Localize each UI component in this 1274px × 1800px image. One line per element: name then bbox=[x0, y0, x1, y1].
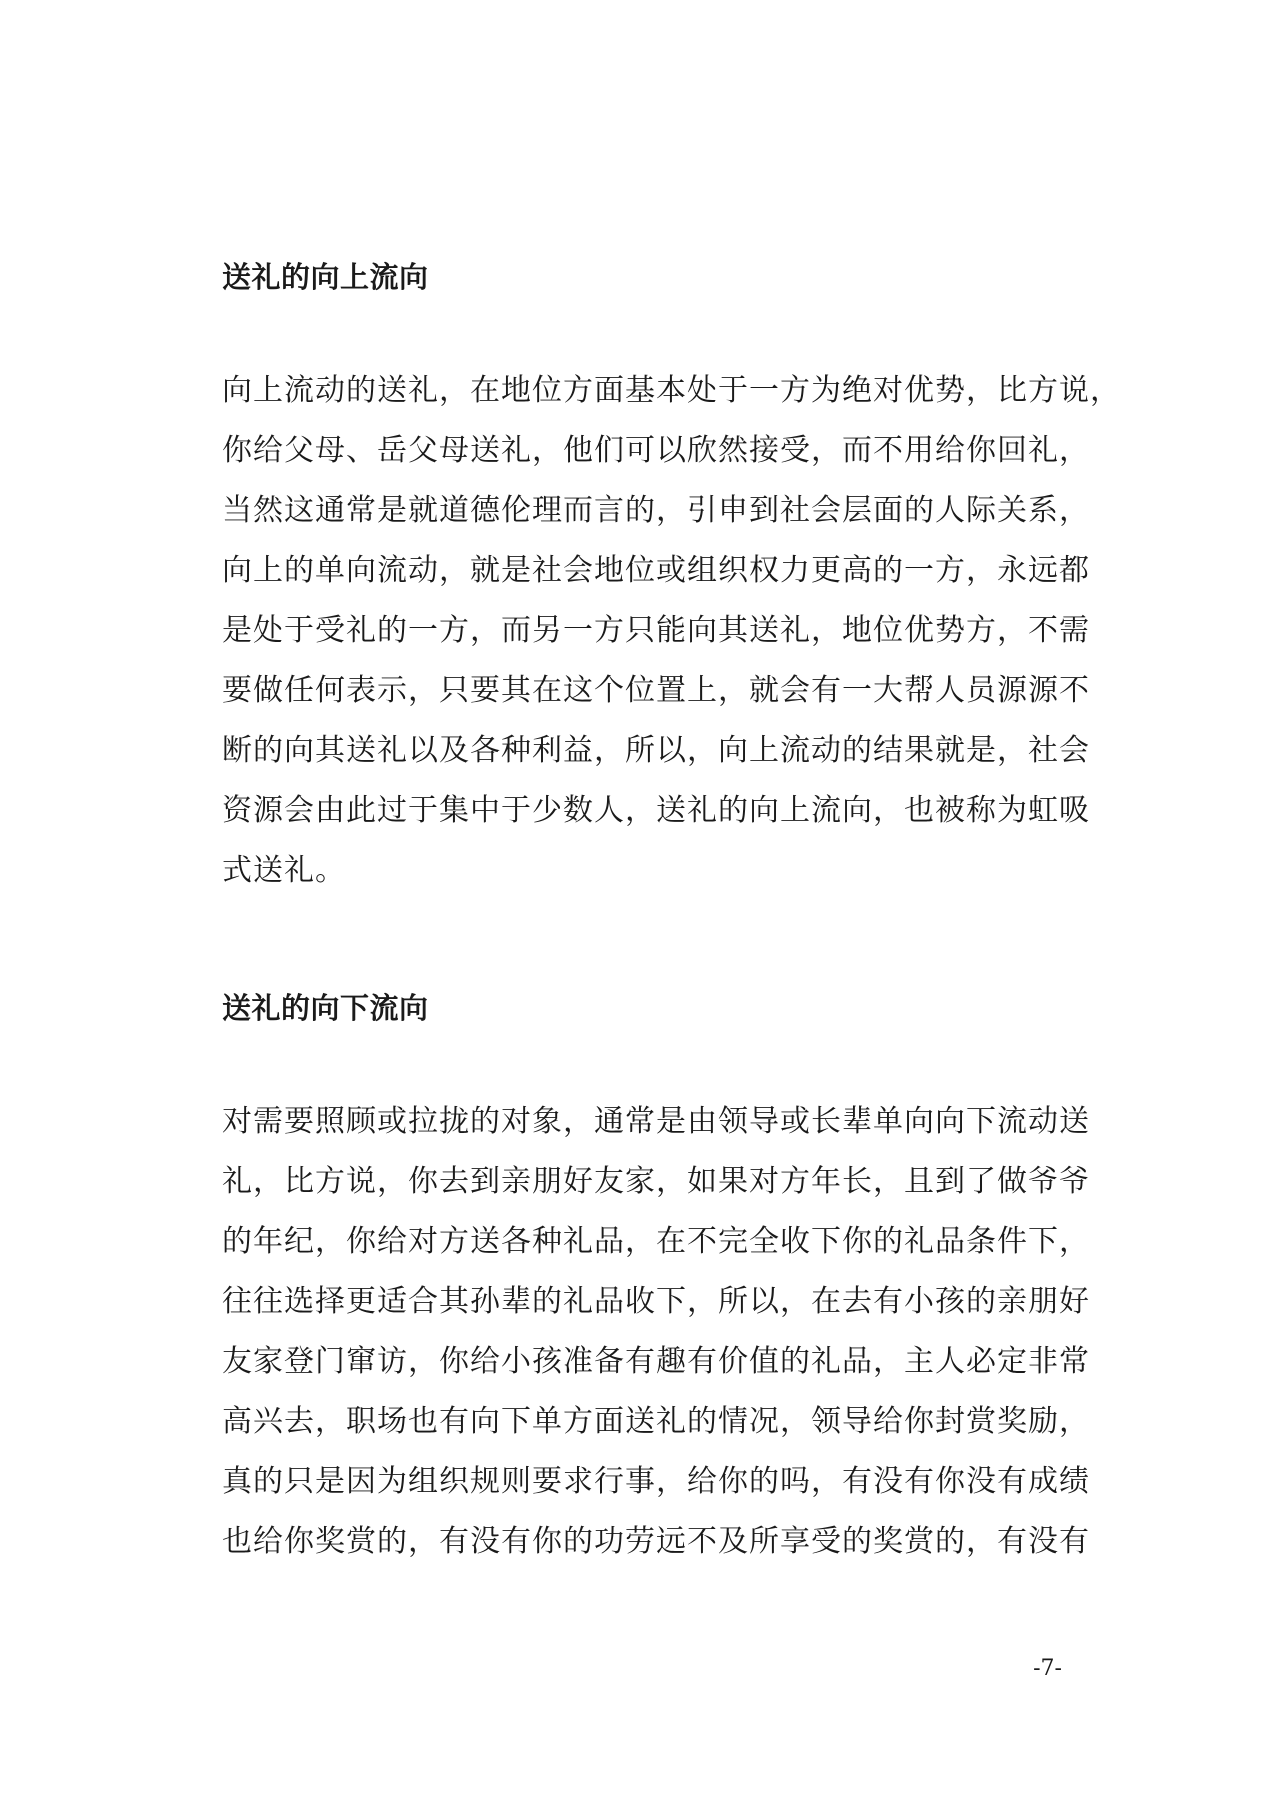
paragraph-line: 也给你奖赏的，有没有你的功劳远不及所享受的奖赏的，有没有 bbox=[222, 1524, 1090, 1559]
paragraph-line: 是处于受礼的一方，而另一方只能向其送礼，地位优势方，不需 bbox=[222, 613, 1090, 648]
section-heading-downward: 送礼的向下流向 bbox=[222, 991, 429, 1025]
paragraph-line: 往往选择更适合其孙辈的礼品收下，所以，在去有小孩的亲朋好 bbox=[222, 1284, 1090, 1319]
paragraph-line: 的年纪，你给对方送各种礼品，在不完全收下你的礼品条件下， bbox=[222, 1224, 1090, 1259]
paragraph-line: 断的向其送礼以及各种利益，所以，向上流动的结果就是，社会 bbox=[222, 733, 1090, 768]
paragraph-line: 友家登门窜访，你给小孩准备有趣有价值的礼品，主人必定非常 bbox=[222, 1344, 1090, 1379]
paragraph-line: 向上流动的送礼，在地位方面基本处于一方为绝对优势，比方说， bbox=[222, 373, 1121, 408]
paragraph-line: 向上的单向流动，就是社会地位或组织权力更高的一方，永远都 bbox=[222, 553, 1090, 588]
paragraph-line: 高兴去，职场也有向下单方面送礼的情况，领导给你封赏奖励， bbox=[222, 1404, 1090, 1439]
page-number: -7- bbox=[1033, 1656, 1062, 1681]
paragraph-line: 当然这通常是就道德伦理而言的，引申到社会层面的人际关系， bbox=[222, 493, 1090, 528]
paragraph-line: 式送礼。 bbox=[222, 853, 346, 888]
paragraph-line: 真的只是因为组织规则要求行事，给你的吗，有没有你没有成绩 bbox=[222, 1464, 1090, 1499]
section-heading-upward: 送礼的向上流向 bbox=[222, 260, 429, 294]
paragraph-line: 礼，比方说，你去到亲朋好友家，如果对方年长，且到了做爷爷 bbox=[222, 1164, 1090, 1199]
paragraph-line: 对需要照顾或拉拢的对象，通常是由领导或长辈单向向下流动送 bbox=[222, 1104, 1090, 1139]
paragraph-line: 资源会由此过于集中于少数人，送礼的向上流向，也被称为虹吸 bbox=[222, 793, 1090, 828]
paragraph-line: 要做任何表示，只要其在这个位置上，就会有一大帮人员源源不 bbox=[222, 673, 1090, 708]
paragraph-line: 你给父母、岳父母送礼，他们可以欣然接受，而不用给你回礼， bbox=[222, 433, 1090, 468]
